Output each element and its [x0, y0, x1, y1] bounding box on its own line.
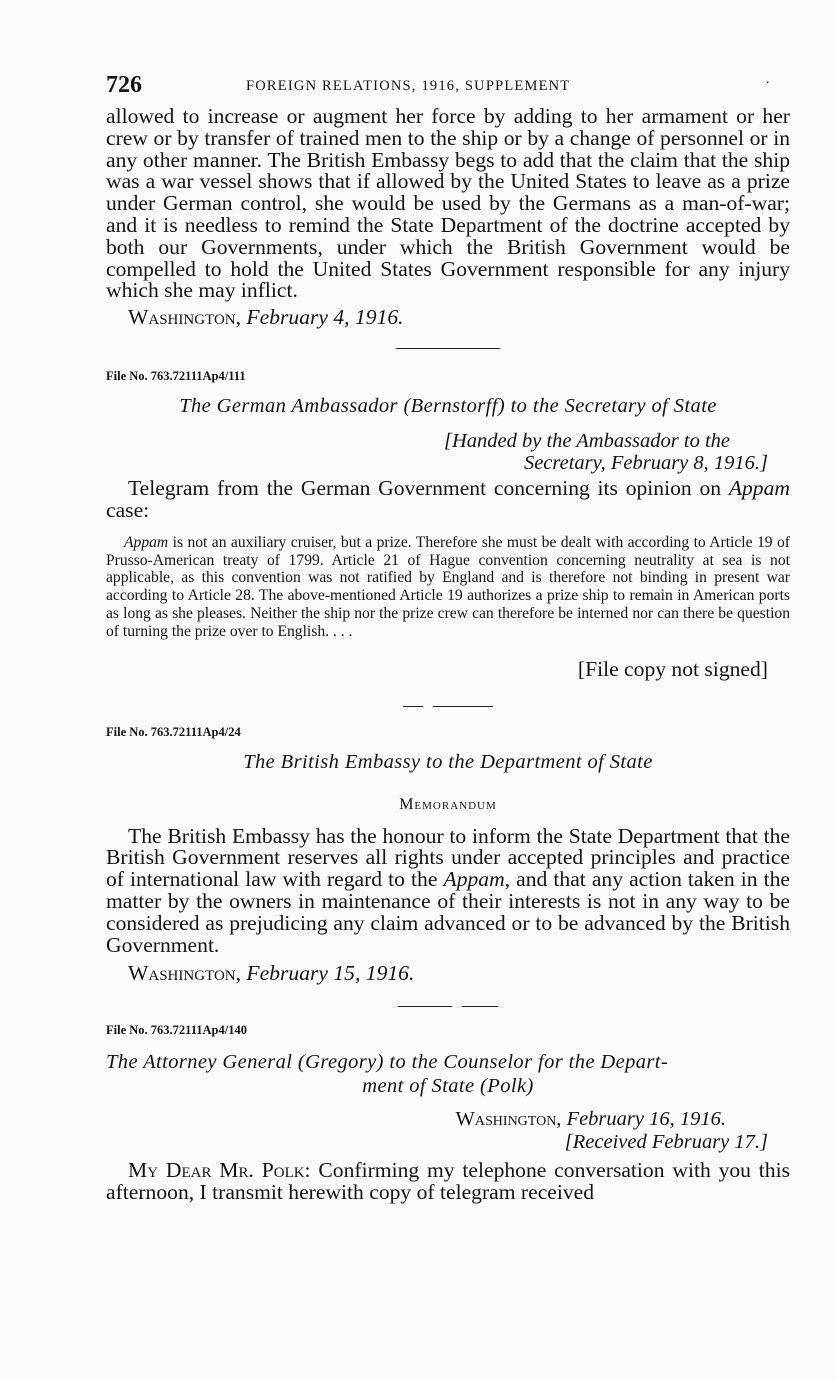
- received-date: [Received February 17.]: [564, 1131, 768, 1154]
- section-rule: [106, 706, 790, 707]
- document-title: The German Ambassador (Bernstorff) to the Secretary of State: [179, 395, 717, 418]
- file-number: File No. 763.72111Ap4/24: [106, 724, 241, 739]
- embassy-paragraph: allowed to increase or augment her force by adding to her armament or her crew or by transfer of trained men to the ship or by a change of personnel or in any other manner. The British Embassy begs to add that the claim that the ship was a war vessel shows that if allowed by the United States to leave as a prize under German control, she would be used by the Germans as a man-of-war; and it is needless to remind the State Department of the doctrine accepted by both our Governments, under which the British Government would be compelled to hold the United States Government responsible for any injury which she may inflict.: [106, 104, 790, 303]
- document-title: The Attorney General (Gregory) to the Counselor for the Depart-: [106, 1051, 669, 1074]
- telegram-intro-end: case:: [106, 497, 150, 522]
- telegram-text: [106, 534, 790, 641]
- memorandum-text-end: , and that any action taken in the matter by the owners in maintenance of their interests is not in any way to be considered as prejudicing any claim advanced or to be advanced by the British Government.: [106, 867, 791, 957]
- dateline: [106, 306, 790, 328]
- memorandum-paragraph: [106, 823, 791, 957]
- file-copy-note: [File copy not signed]: [577, 656, 768, 681]
- handed-note-line2: Secretary, February 8, 1916.]: [523, 452, 768, 475]
- document-page: [106, 70, 790, 1204]
- header-mark: ·: [765, 76, 770, 91]
- memorandum-heading: Memorandum: [399, 795, 497, 813]
- ship-name: Appam: [728, 476, 790, 501]
- file-number: File No. 763.72111Ap4/111: [106, 369, 246, 384]
- ship-name: Appam: [124, 533, 169, 551]
- dateline-date: February 15, 1916.: [246, 961, 415, 986]
- letter-date-place: Washington,: [455, 1108, 562, 1131]
- dateline: [106, 962, 790, 984]
- letter-body: [106, 1160, 790, 1204]
- letter-date-value: February 16, 1916.: [566, 1108, 726, 1131]
- handed-note-line1: [Handed by the Ambassador to the: [443, 430, 730, 453]
- dateline-place: Washington,: [128, 961, 242, 986]
- salutation: My Dear Mr. Polk:: [128, 1158, 311, 1183]
- dateline-place: Washington,: [128, 305, 242, 330]
- section-rule: [106, 1006, 790, 1007]
- telegram-intro: [106, 478, 790, 522]
- dateline-date: February 4, 1916.: [246, 305, 404, 330]
- telegram-body: is not an auxiliary cruiser, but a prize. Therefore she must be dealt with according to Article 19 of Prusso-American treaty of 1799. Article 21 of Hague convention concerning neutrality at sea is not applicable, as this convention was not ratified by England and is therefore not binding in present war according to Article 28. The above-mentioned Article 19 authorizes a prize ship to remain in American ports as long as she pleases. Neither the ship nor the prize crew can therefore be interned nor can there be question of turning the prize over to English. . . .: [106, 533, 790, 640]
- ship-name: Appam: [443, 867, 505, 892]
- document-title-line2: ment of State (Polk): [362, 1075, 534, 1098]
- telegram-intro-text: Telegram from the German Government concerning its opinion on: [128, 476, 729, 501]
- document-title: The British Embassy to the Department of State: [243, 750, 653, 773]
- letter-date: [106, 1108, 790, 1131]
- received-note: [106, 1131, 790, 1154]
- page-number: 726: [106, 72, 142, 98]
- memorandum-text: The British Embassy has the honour to inform the State Department that the British Government reserves all rights under accepted principles and practice of international law with regard to the: [106, 823, 790, 892]
- file-number: File No. 763.72111Ap4/140: [106, 1023, 247, 1038]
- letter-text: Confirming my telephone conversation with you this afternoon, I transmit herewith copy of telegram received: [106, 1158, 790, 1205]
- section-rule: [396, 348, 500, 349]
- page-header: [106, 70, 790, 106]
- running-head: FOREIGN RELATIONS, 1916, SUPPLEMENT: [246, 78, 571, 94]
